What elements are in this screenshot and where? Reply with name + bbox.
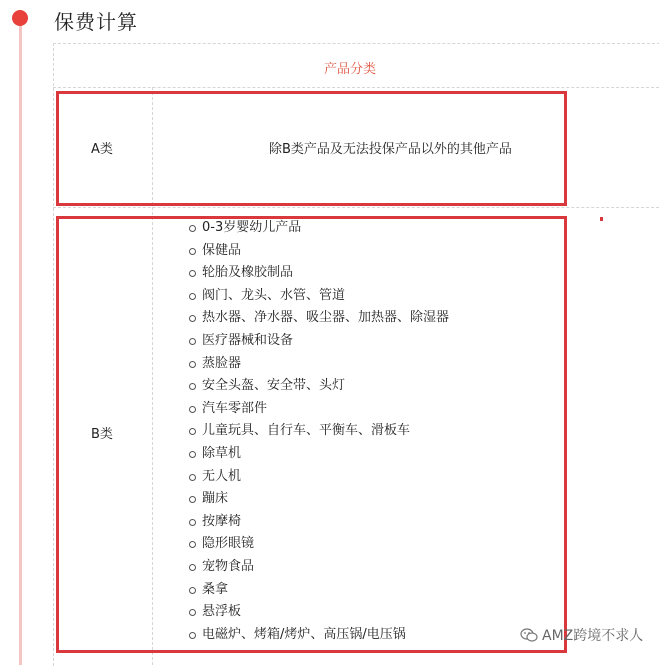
watermark-text: AMZ跨境不求人 [542,628,644,644]
list-item: 儿童玩具、自行车、平衡车、滑板车 [184,421,449,444]
list-item: 阀门、龙头、水管、管道 [184,286,449,309]
red-mark [600,217,603,221]
list-item: 按摩椅 [184,512,449,535]
list-item: 隐形眼镜 [184,534,449,557]
list-item: 0-3岁婴幼儿产品 [184,218,449,241]
list-item: 热水器、净水器、吸尘器、加热器、除湿器 [184,308,449,331]
list-item: 保健品 [184,241,449,264]
timeline-line [19,26,22,665]
list-item: 安全头盔、安全带、头灯 [184,376,449,399]
list-item: 电磁炉、烤箱/烤炉、高压锅/电压锅 [184,625,449,648]
watermark [520,625,643,645]
highlight-box-b [56,216,567,653]
category-a-description: 除B类产品及无法投保产品以外的其他产品 [269,142,512,157]
list-item: 蹦床 [184,489,449,512]
list-item: 桑拿 [184,580,449,603]
wechat-icon [520,628,538,642]
list-item: 汽车零部件 [184,399,449,422]
list-item: 悬浮板 [184,602,449,625]
category-a-label: A类 [91,142,113,157]
list-item: 无人机 [184,467,449,490]
section-title: 保费计算 [54,10,138,34]
list-item: 除草机 [184,444,449,467]
category-b-label: B类 [91,427,113,442]
timeline-dot [12,10,28,26]
header-divider [53,87,659,88]
row-divider [53,207,659,208]
highlight-box-a [56,91,567,206]
list-item: 蒸脸器 [184,354,449,377]
list-item: 轮胎及橡胶制品 [184,263,449,286]
list-item: 宠物食品 [184,557,449,580]
table-header: 产品分类 [323,62,376,77]
list-item: 医疗器械和设备 [184,331,449,354]
